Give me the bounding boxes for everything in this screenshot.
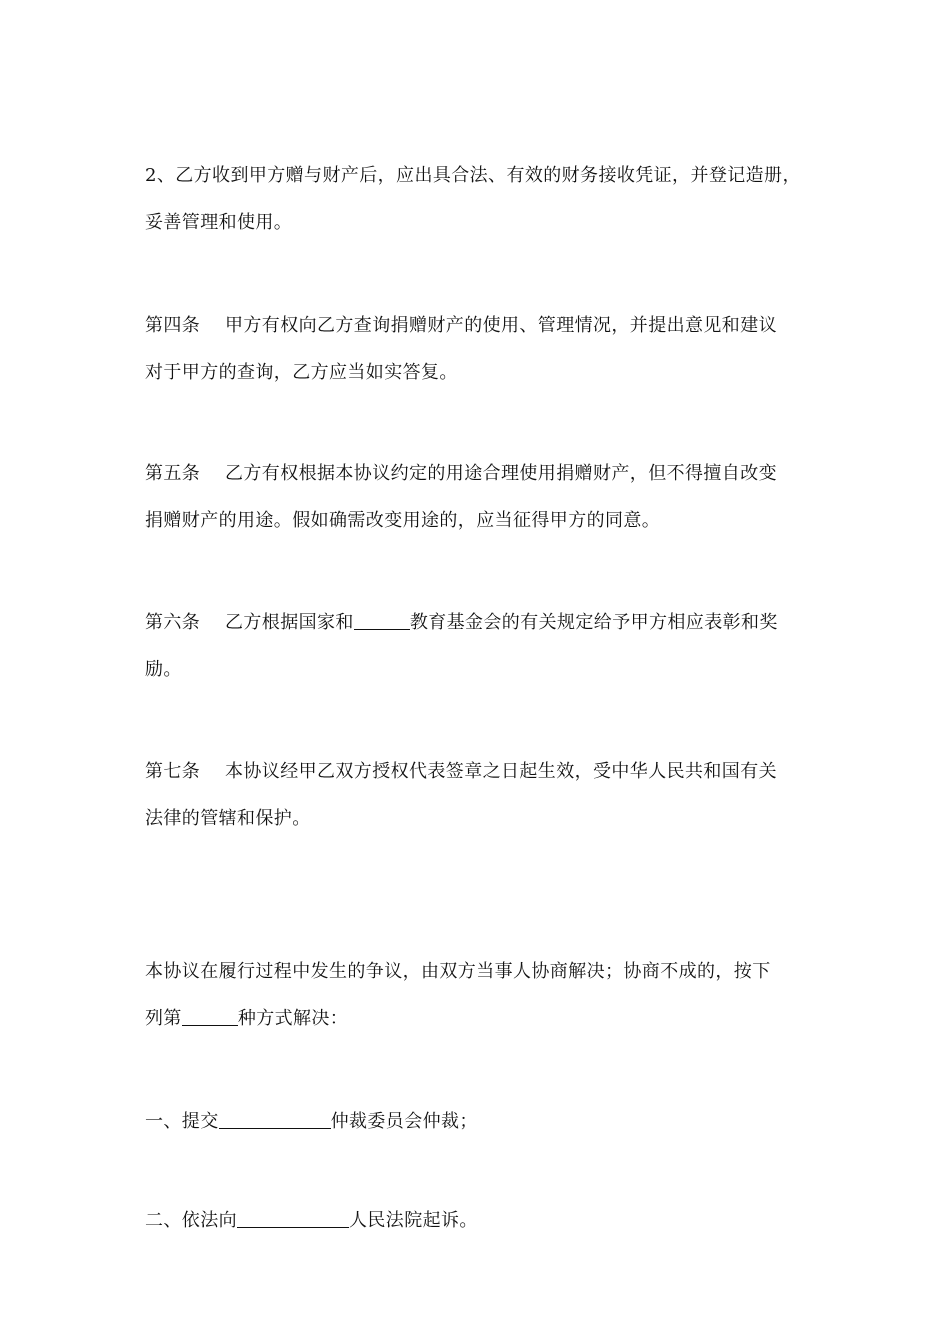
option-1-line [145, 1098, 815, 1145]
dispute-clause [145, 948, 815, 1042]
option-2-line [145, 1197, 815, 1244]
article-7 [145, 748, 815, 842]
dispute-line2 [145, 995, 815, 1042]
article-6-text-before: 乙方根据国家和 [225, 612, 354, 633]
article-6-label: 第六条 [145, 612, 201, 633]
article-5-line1 [145, 450, 815, 497]
article-7-line1 [145, 748, 815, 795]
clause-3-item-2-line1: 2、乙方收到甲方赠与财产后，应出具合法、有效的财务接收凭证，并登记造册， [145, 165, 801, 186]
option-1-blank[interactable] [219, 1106, 331, 1129]
article-5-text: 乙方有权根据本协议约定的用途合理使用捐赠财产，但不得擅自改变 [225, 463, 777, 484]
article-4 [145, 302, 815, 396]
option-2-text-after: 人民法院起诉。 [349, 1210, 478, 1231]
article-7-label: 第七条 [145, 761, 201, 782]
clause-3-item-2-line2: 妥善管理和使用。 [145, 212, 293, 233]
article-6-blank[interactable] [354, 607, 410, 630]
article-4-line2: 对于甲方的查询，乙方应当如实答复。 [145, 362, 458, 383]
dispute-text-after: 种方式解决： [237, 1008, 349, 1029]
option-1 [145, 1098, 815, 1145]
article-4-text: 甲方有权向乙方查询捐赠财产的使用、管理情况，并提出意见和建议 [225, 315, 777, 336]
article-6-text-after: 教育基金会的有关规定给予甲方相应表彰和奖 [409, 612, 778, 633]
option-2-blank[interactable] [237, 1205, 349, 1228]
option-1-text-before: 一、提交 [145, 1111, 219, 1132]
article-4-label: 第四条 [145, 315, 201, 336]
option-2 [145, 1197, 815, 1244]
option-2-text-before: 二、依法向 [145, 1210, 237, 1231]
dispute-text-before: 列第 [145, 1008, 182, 1029]
article-5-label: 第五条 [145, 463, 201, 484]
article-6-line1 [145, 599, 815, 646]
article-7-line2: 法律的管辖和保护。 [145, 808, 311, 829]
article-6-line2: 励。 [145, 659, 182, 680]
option-1-text-after: 仲裁委员会仲裁； [330, 1111, 478, 1132]
clause-3-item-2 [145, 152, 815, 246]
article-6 [145, 599, 815, 693]
article-7-text: 本协议经甲乙双方授权代表签章之日起生效，受中华人民共和国有关 [225, 761, 777, 782]
dispute-line1: 本协议在履行过程中发生的争议，由双方当事人协商解决；协商不成的，按下 [145, 961, 771, 982]
article-5-line2: 捐赠财产的用途。假如确需改变用途的，应当征得甲方的同意。 [145, 510, 661, 531]
article-5 [145, 450, 815, 544]
dispute-blank[interactable] [182, 1003, 238, 1026]
article-4-line1 [145, 302, 815, 349]
